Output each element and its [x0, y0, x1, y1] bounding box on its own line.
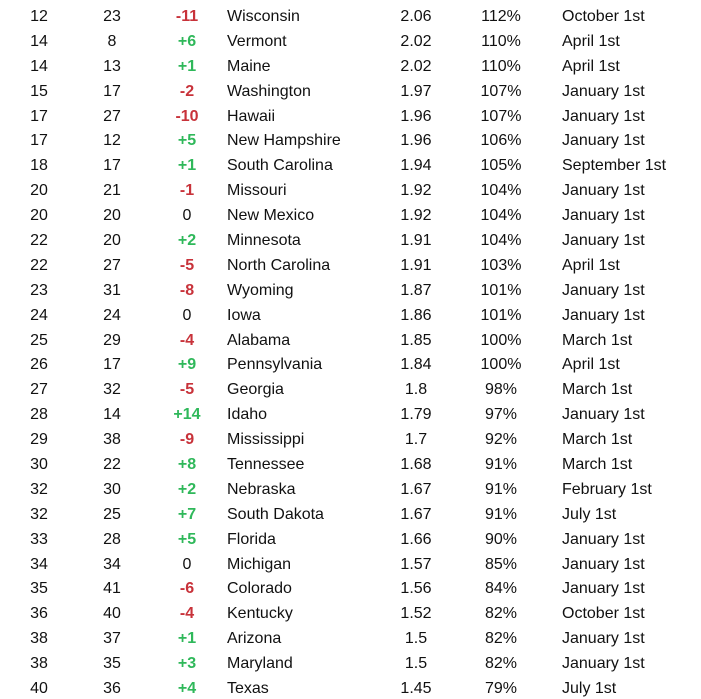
effective-date-cell: January 1st: [562, 306, 645, 324]
effective-date-cell: January 1st: [562, 530, 645, 548]
percent-cell: 79%: [484, 680, 518, 698]
rank-change-cell: +4: [177, 680, 197, 698]
table-row: [0, 403, 701, 428]
table-row: [0, 279, 701, 304]
previous-rank-cell: 27: [103, 107, 121, 125]
percent-cell: 82%: [484, 630, 518, 648]
effective-date-cell: January 1st: [562, 580, 645, 598]
rank-cell: 28: [30, 406, 48, 424]
value-cell: 1.56: [400, 580, 432, 598]
rank-cell: 38: [30, 655, 48, 673]
percent-cell: 107%: [480, 82, 522, 100]
table-row: [0, 129, 701, 154]
state-name-cell: Maine: [227, 57, 271, 75]
state-name-cell: Hawaii: [227, 107, 276, 125]
table-row: [0, 329, 701, 354]
rank-cell: 17: [30, 132, 48, 150]
effective-date-cell: January 1st: [562, 406, 645, 424]
previous-rank-cell: 40: [103, 605, 121, 623]
value-cell: 1.92: [400, 207, 432, 225]
percent-cell: 98%: [484, 381, 518, 399]
percent-cell: 110%: [481, 57, 521, 75]
percent-cell: 104%: [480, 232, 522, 250]
state-name-cell: Tennessee: [227, 456, 305, 474]
table-row: [0, 254, 701, 279]
table-row: [0, 602, 701, 627]
effective-date-cell: October 1st: [562, 8, 645, 25]
rank-cell: 20: [30, 207, 48, 225]
value-cell: 1.92: [400, 182, 432, 200]
table-row: [0, 677, 701, 699]
state-name-cell: Michigan: [227, 555, 292, 573]
previous-rank-cell: 28: [103, 530, 121, 548]
percent-cell: 110%: [481, 32, 521, 50]
effective-date-cell: February 1st: [562, 480, 652, 498]
value-cell: 1.91: [400, 256, 432, 274]
rank-cell: 22: [30, 256, 48, 274]
state-name-cell: North Carolina: [227, 256, 331, 274]
previous-rank-cell: 13: [103, 57, 121, 75]
value-cell: 1.84: [400, 356, 432, 374]
previous-rank-cell: 38: [103, 431, 121, 449]
previous-rank-cell: 12: [103, 132, 121, 150]
percent-cell: 85%: [484, 555, 518, 573]
effective-date-cell: January 1st: [562, 555, 645, 573]
previous-rank-cell: 36: [103, 680, 121, 698]
effective-date-cell: October 1st: [562, 605, 645, 623]
value-cell: 1.87: [400, 281, 432, 299]
percent-cell: 91%: [484, 456, 518, 474]
rank-change-cell: -9: [179, 431, 195, 449]
state-name-cell: South Carolina: [227, 157, 333, 175]
table-row: [0, 204, 701, 229]
previous-rank-cell: 14: [103, 406, 121, 424]
value-cell: 1.91: [400, 232, 432, 250]
clipped-previous-row: [560, 0, 700, 2]
rank-cell: 27: [30, 381, 48, 399]
previous-rank-cell: 8: [107, 32, 117, 50]
value-cell: 1.5: [404, 655, 428, 673]
state-name-cell: Pennsylvania: [227, 356, 323, 374]
rank-change-cell: -6: [179, 580, 195, 598]
previous-rank-cell: 22: [103, 456, 121, 474]
previous-rank-cell: 34: [103, 555, 121, 573]
table-row: [0, 503, 701, 528]
state-name-cell: Nebraska: [227, 480, 296, 498]
value-cell: 1.96: [400, 107, 432, 125]
table-row: [0, 154, 701, 179]
percent-cell: 104%: [480, 182, 522, 200]
previous-rank-cell: 31: [103, 281, 121, 299]
table-row: [0, 304, 701, 329]
rank-change-cell: 0: [182, 207, 192, 225]
value-cell: 2.02: [400, 57, 432, 75]
rank-change-cell: +7: [177, 505, 197, 523]
previous-rank-cell: 37: [103, 630, 121, 648]
state-name-cell: Vermont: [227, 32, 287, 50]
previous-rank-cell: 29: [103, 331, 121, 349]
percent-cell: 100%: [480, 331, 522, 349]
effective-date-cell: April 1st: [562, 32, 620, 50]
rank-change-cell: +6: [177, 32, 197, 50]
value-cell: 1.52: [400, 605, 432, 623]
rank-change-cell: +8: [177, 456, 197, 474]
rank-cell: 26: [30, 356, 48, 374]
value-cell: 1.7: [404, 431, 428, 449]
rank-cell: 40: [30, 680, 48, 698]
rank-change-cell: +2: [177, 480, 197, 498]
previous-rank-cell: 41: [103, 580, 121, 598]
percent-cell: 91%: [484, 505, 518, 523]
state-name-cell: Missouri: [227, 182, 287, 200]
table-row: [0, 55, 701, 80]
state-name-cell: New Mexico: [227, 207, 315, 225]
table-row: [0, 428, 701, 453]
value-cell: 1.86: [400, 306, 432, 324]
rank-change-cell: +1: [177, 630, 197, 648]
percent-cell: 101%: [480, 306, 522, 324]
previous-rank-cell: 24: [103, 306, 121, 324]
rank-cell: 35: [30, 580, 48, 598]
state-name-cell: New Hampshire: [227, 132, 341, 150]
value-cell: 1.57: [400, 555, 432, 573]
rank-change-cell: +3: [177, 655, 197, 673]
rank-cell: 29: [30, 431, 48, 449]
state-name-cell: Texas: [227, 680, 269, 698]
percent-cell: 82%: [484, 605, 518, 623]
rank-change-cell: +9: [177, 356, 197, 374]
value-cell: 1.85: [400, 331, 432, 349]
state-name-cell: Kentucky: [227, 605, 293, 623]
effective-date-cell: September 1st: [562, 157, 667, 175]
state-name-cell: Wisconsin: [227, 8, 300, 25]
rank-change-cell: -1: [179, 182, 195, 200]
table-row: [0, 179, 701, 204]
percent-cell: 103%: [480, 256, 522, 274]
effective-date-cell: April 1st: [562, 256, 620, 274]
table-row: [0, 353, 701, 378]
effective-date-cell: July 1st: [562, 680, 617, 698]
effective-date-cell: January 1st: [562, 132, 645, 150]
effective-date-cell: January 1st: [562, 207, 645, 225]
state-name-cell: Washington: [227, 82, 311, 100]
rank-change-cell: -5: [179, 256, 195, 274]
state-name-cell: Arizona: [227, 630, 282, 648]
rank-change-cell: -4: [179, 331, 195, 349]
percent-cell: 105%: [480, 157, 522, 175]
rank-cell: 32: [30, 505, 48, 523]
rank-cell: 23: [30, 281, 48, 299]
value-cell: 1.66: [400, 530, 432, 548]
table-row: [0, 577, 701, 602]
rank-cell: 18: [30, 157, 48, 175]
previous-rank-cell: 20: [103, 207, 121, 225]
previous-rank-cell: 20: [103, 232, 121, 250]
rank-cell: 24: [30, 306, 48, 324]
effective-date-cell: January 1st: [562, 281, 645, 299]
table-row: [0, 80, 701, 105]
table-row: [0, 627, 701, 652]
state-name-cell: Georgia: [227, 381, 284, 399]
rank-cell: 20: [30, 182, 48, 200]
previous-rank-cell: 17: [103, 82, 121, 100]
rank-cell: 12: [30, 8, 48, 25]
value-cell: 1.97: [400, 82, 432, 100]
value-cell: 1.67: [400, 505, 432, 523]
previous-rank-cell: 17: [103, 356, 121, 374]
percent-cell: 100%: [480, 356, 522, 374]
value-cell: 1.68: [400, 456, 432, 474]
previous-rank-cell: 32: [103, 381, 121, 399]
value-cell: 1.8: [404, 381, 428, 399]
rank-cell: 22: [30, 232, 48, 250]
table-row: [0, 528, 701, 553]
effective-date-cell: July 1st: [562, 505, 617, 523]
value-cell: 1.79: [400, 406, 432, 424]
effective-date-cell: March 1st: [562, 381, 633, 399]
percent-cell: 91%: [484, 480, 518, 498]
state-name-cell: Mississippi: [227, 431, 305, 449]
effective-date-cell: March 1st: [562, 456, 633, 474]
percent-cell: 112%: [481, 8, 521, 25]
state-name-cell: South Dakota: [227, 505, 324, 523]
table-row: [0, 652, 701, 677]
rank-cell: 25: [30, 331, 48, 349]
state-name-cell: Wyoming: [227, 281, 294, 299]
percent-cell: 106%: [480, 132, 522, 150]
effective-date-cell: January 1st: [562, 107, 645, 125]
rank-change-cell: 0: [182, 306, 192, 324]
percent-cell: 107%: [480, 107, 522, 125]
effective-date-cell: April 1st: [562, 57, 620, 75]
previous-rank-cell: 17: [103, 157, 121, 175]
state-name-cell: Colorado: [227, 580, 292, 598]
rank-change-cell: -4: [179, 605, 195, 623]
rank-cell: 38: [30, 630, 48, 648]
table-row: [0, 5, 701, 30]
table-row: [0, 229, 701, 254]
state-name-cell: Maryland: [227, 655, 293, 673]
rank-change-cell: -5: [179, 381, 195, 399]
rank-cell: 32: [30, 480, 48, 498]
value-cell: 1.5: [404, 630, 428, 648]
value-cell: 2.02: [400, 32, 432, 50]
percent-cell: 92%: [484, 431, 518, 449]
rank-change-cell: +1: [177, 57, 197, 75]
effective-date-cell: January 1st: [562, 655, 645, 673]
previous-rank-cell: 27: [103, 256, 121, 274]
percent-cell: 84%: [484, 580, 518, 598]
value-cell: 2.06: [400, 8, 432, 25]
rank-cell: 33: [30, 530, 48, 548]
percent-cell: 82%: [484, 655, 518, 673]
value-cell: 1.94: [400, 157, 432, 175]
state-name-cell: Alabama: [227, 331, 291, 349]
previous-rank-cell: 23: [103, 8, 121, 25]
state-name-cell: Florida: [227, 530, 276, 548]
table-row: [0, 378, 701, 403]
value-cell: 1.67: [400, 480, 432, 498]
rank-change-cell: +2: [177, 232, 197, 250]
value-cell: 1.96: [400, 132, 432, 150]
table-body: [0, 5, 701, 699]
rank-change-cell: -2: [179, 82, 195, 100]
table-row: [0, 478, 701, 503]
rank-change-cell: 0: [182, 555, 192, 573]
effective-date-cell: April 1st: [562, 356, 620, 374]
effective-date-cell: January 1st: [562, 630, 645, 648]
percent-cell: 101%: [480, 281, 522, 299]
state-name-cell: Idaho: [227, 406, 268, 424]
effective-date-cell: March 1st: [562, 331, 633, 349]
previous-rank-cell: 25: [103, 505, 121, 523]
percent-cell: 104%: [480, 207, 522, 225]
rank-change-cell: -8: [179, 281, 195, 299]
rank-cell: 30: [30, 456, 48, 474]
effective-date-cell: March 1st: [562, 431, 633, 449]
percent-cell: 97%: [484, 406, 518, 424]
rank-change-cell: +1: [177, 157, 197, 175]
rank-cell: 17: [30, 107, 48, 125]
rank-change-cell: +5: [177, 530, 197, 548]
effective-date-cell: January 1st: [562, 82, 645, 100]
table-row: [0, 553, 701, 578]
rank-cell: 14: [30, 32, 48, 50]
rank-cell: 36: [30, 605, 48, 623]
effective-date-cell: January 1st: [562, 182, 645, 200]
state-name-cell: Iowa: [227, 306, 261, 324]
value-cell: 1.45: [400, 680, 432, 698]
previous-rank-cell: 35: [103, 655, 121, 673]
state-name-cell: Minnesota: [227, 232, 301, 250]
table-row: [0, 453, 701, 478]
rank-cell: 14: [30, 57, 48, 75]
previous-rank-cell: 30: [103, 480, 121, 498]
rank-change-cell: -11: [175, 8, 199, 25]
rank-change-cell: +5: [177, 132, 197, 150]
table-row: [0, 105, 701, 130]
percent-cell: 90%: [484, 530, 518, 548]
previous-rank-cell: 21: [103, 182, 121, 200]
effective-date-cell: January 1st: [562, 232, 645, 250]
table-row: [0, 30, 701, 55]
rank-cell: 15: [30, 82, 48, 100]
rank-change-cell: -10: [175, 107, 199, 125]
rank-change-cell: +14: [173, 406, 201, 424]
rank-cell: 34: [30, 555, 48, 573]
